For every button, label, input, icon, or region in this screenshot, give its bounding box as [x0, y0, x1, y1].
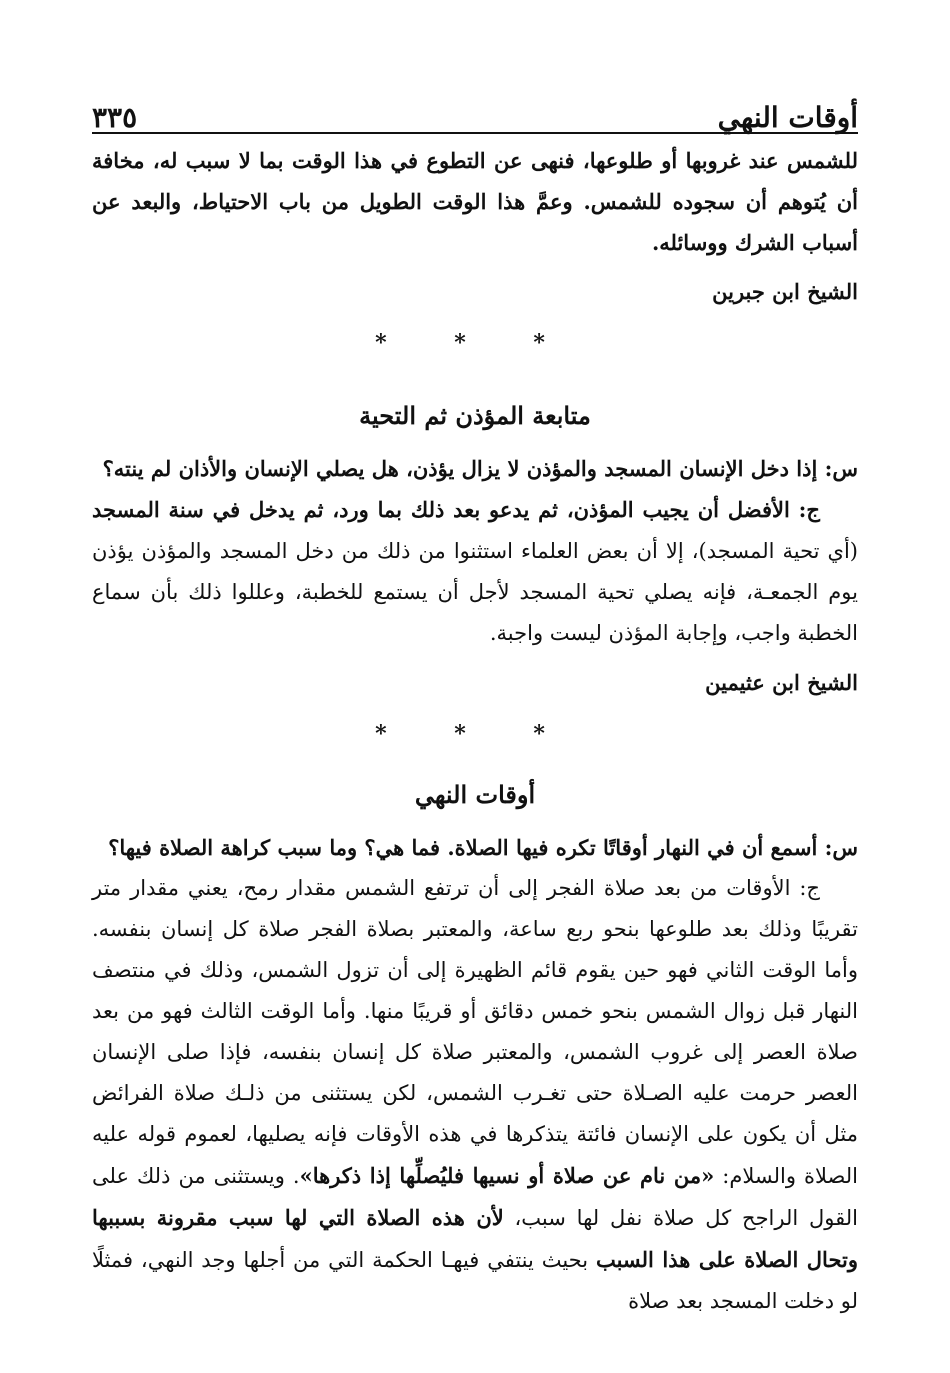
section-separator: * * *	[375, 330, 575, 356]
answer-part-3: بحيث ينتفي فيهـا الحكمة التي من أجلها وجد النهي، فمثلًا لو دخلت المسجد بعد صلاة	[92, 1248, 858, 1313]
hadith-quote: «من نام عن صلاة أو نسيها فليُصلِّها إذا ذكرها»	[299, 1163, 715, 1188]
question-prohibited-times: س: أسمع أن في النهار أوقاتًا تكره فيها الصلاة. فما هي؟ وما سبب كراهة الصلاة فيها؟	[108, 835, 858, 860]
page-number: ٣٣٥	[92, 101, 138, 134]
answer-part-1: ج: الأوقات من بعد صلاة الفجر إلى أن ترتفع الشمس مقدار رمح، يعني مقدار متر تقريبًا وذلك بعد طلوعها بنحو ربع ساعة، والمعتبر بصلاة الفجر صلاة كل إنسان بنفسه. وأما الوقت الثاني فهو حين يقوم قائم الظهيرة إلى أن تزول الشمس، وذلك في منتصف النهار قبل زوال الشمس بنحو خمس دقائق أو قريبًا منها. وأما الوقت الثالث فهو من بعد صلاة العصر إلى غروب الشمس، والمعتبر صلاة كل إنسان بنفسه، فإذا صلى الإنسان العصر حرمت عليه الصـلاة حتى تغـرب الشمس، لكن يستثنى من ذلـك صلاة الفرائض مثل أن يكون على الإنسان فائتة يتذكرها في هذه الأوقات فإنه يصليها، لعموم قوله عليه الصلاة والسلام:	[92, 876, 858, 1188]
intro-paragraph: للشمس عند غروبها أو طلوعها، فنهى عن التطوع في هذا الوقت بما لا سبب له، مخافة أن يُتوهم أن سجوده للشمس. وعمَّ هذا الوقت الطويل من باب الاحتياط، والبعد عن أسباب الشرك ووسائله.	[92, 148, 858, 255]
answer-bold-2: لأن هذه الصلاة التي لها سبب مقرونة بسببها وتحال الصلاة على هذا السبب	[92, 1205, 858, 1272]
answer-prohibited-times	[92, 868, 858, 1322]
section-title-muadhin: متابعة المؤذن ثم التحية	[359, 401, 591, 430]
answer-part-2: . ويستثنى من ذلك على القول الراجح كل صلاة نفل لها سبب،	[92, 1164, 858, 1230]
running-header	[92, 88, 858, 134]
running-title: أوقات النهي	[717, 101, 858, 134]
question-muadhin: س: إذا دخل الإنسان المسجد والمؤذن لا يزال يؤذن، هل يصلي الإنسان والأذان لم ينته؟	[102, 456, 858, 481]
section-title-prohibited-times: أوقات النهي	[414, 780, 536, 809]
section-separator: * * *	[375, 721, 575, 747]
signature-ibn-jibrin: الشيخ ابن جبرين	[712, 279, 858, 304]
answer-muadhin-lead: ج: الأفضل أن يجيب المؤذن، ثم يدعو بعد ذلك بما ورد، ثم يدخل في سنة المسجد	[92, 497, 820, 522]
answer-muadhin	[92, 489, 858, 654]
signature-ibn-uthaymin: الشيخ ابن عثيمين	[705, 670, 858, 695]
answer-muadhin-rest: (أي تحية المسجد)، إلا أن بعض العلماء استثنوا من ذلك من دخل المسجد والمؤذن يؤذن يوم الجمعـة، فإنه يصلي تحية المسجد لأجل أن يستمع للخطبة، وعللوا ذلك بأن سماع الخطبة واجب، وإجابة المؤذن ليست واجبة.	[92, 539, 858, 645]
